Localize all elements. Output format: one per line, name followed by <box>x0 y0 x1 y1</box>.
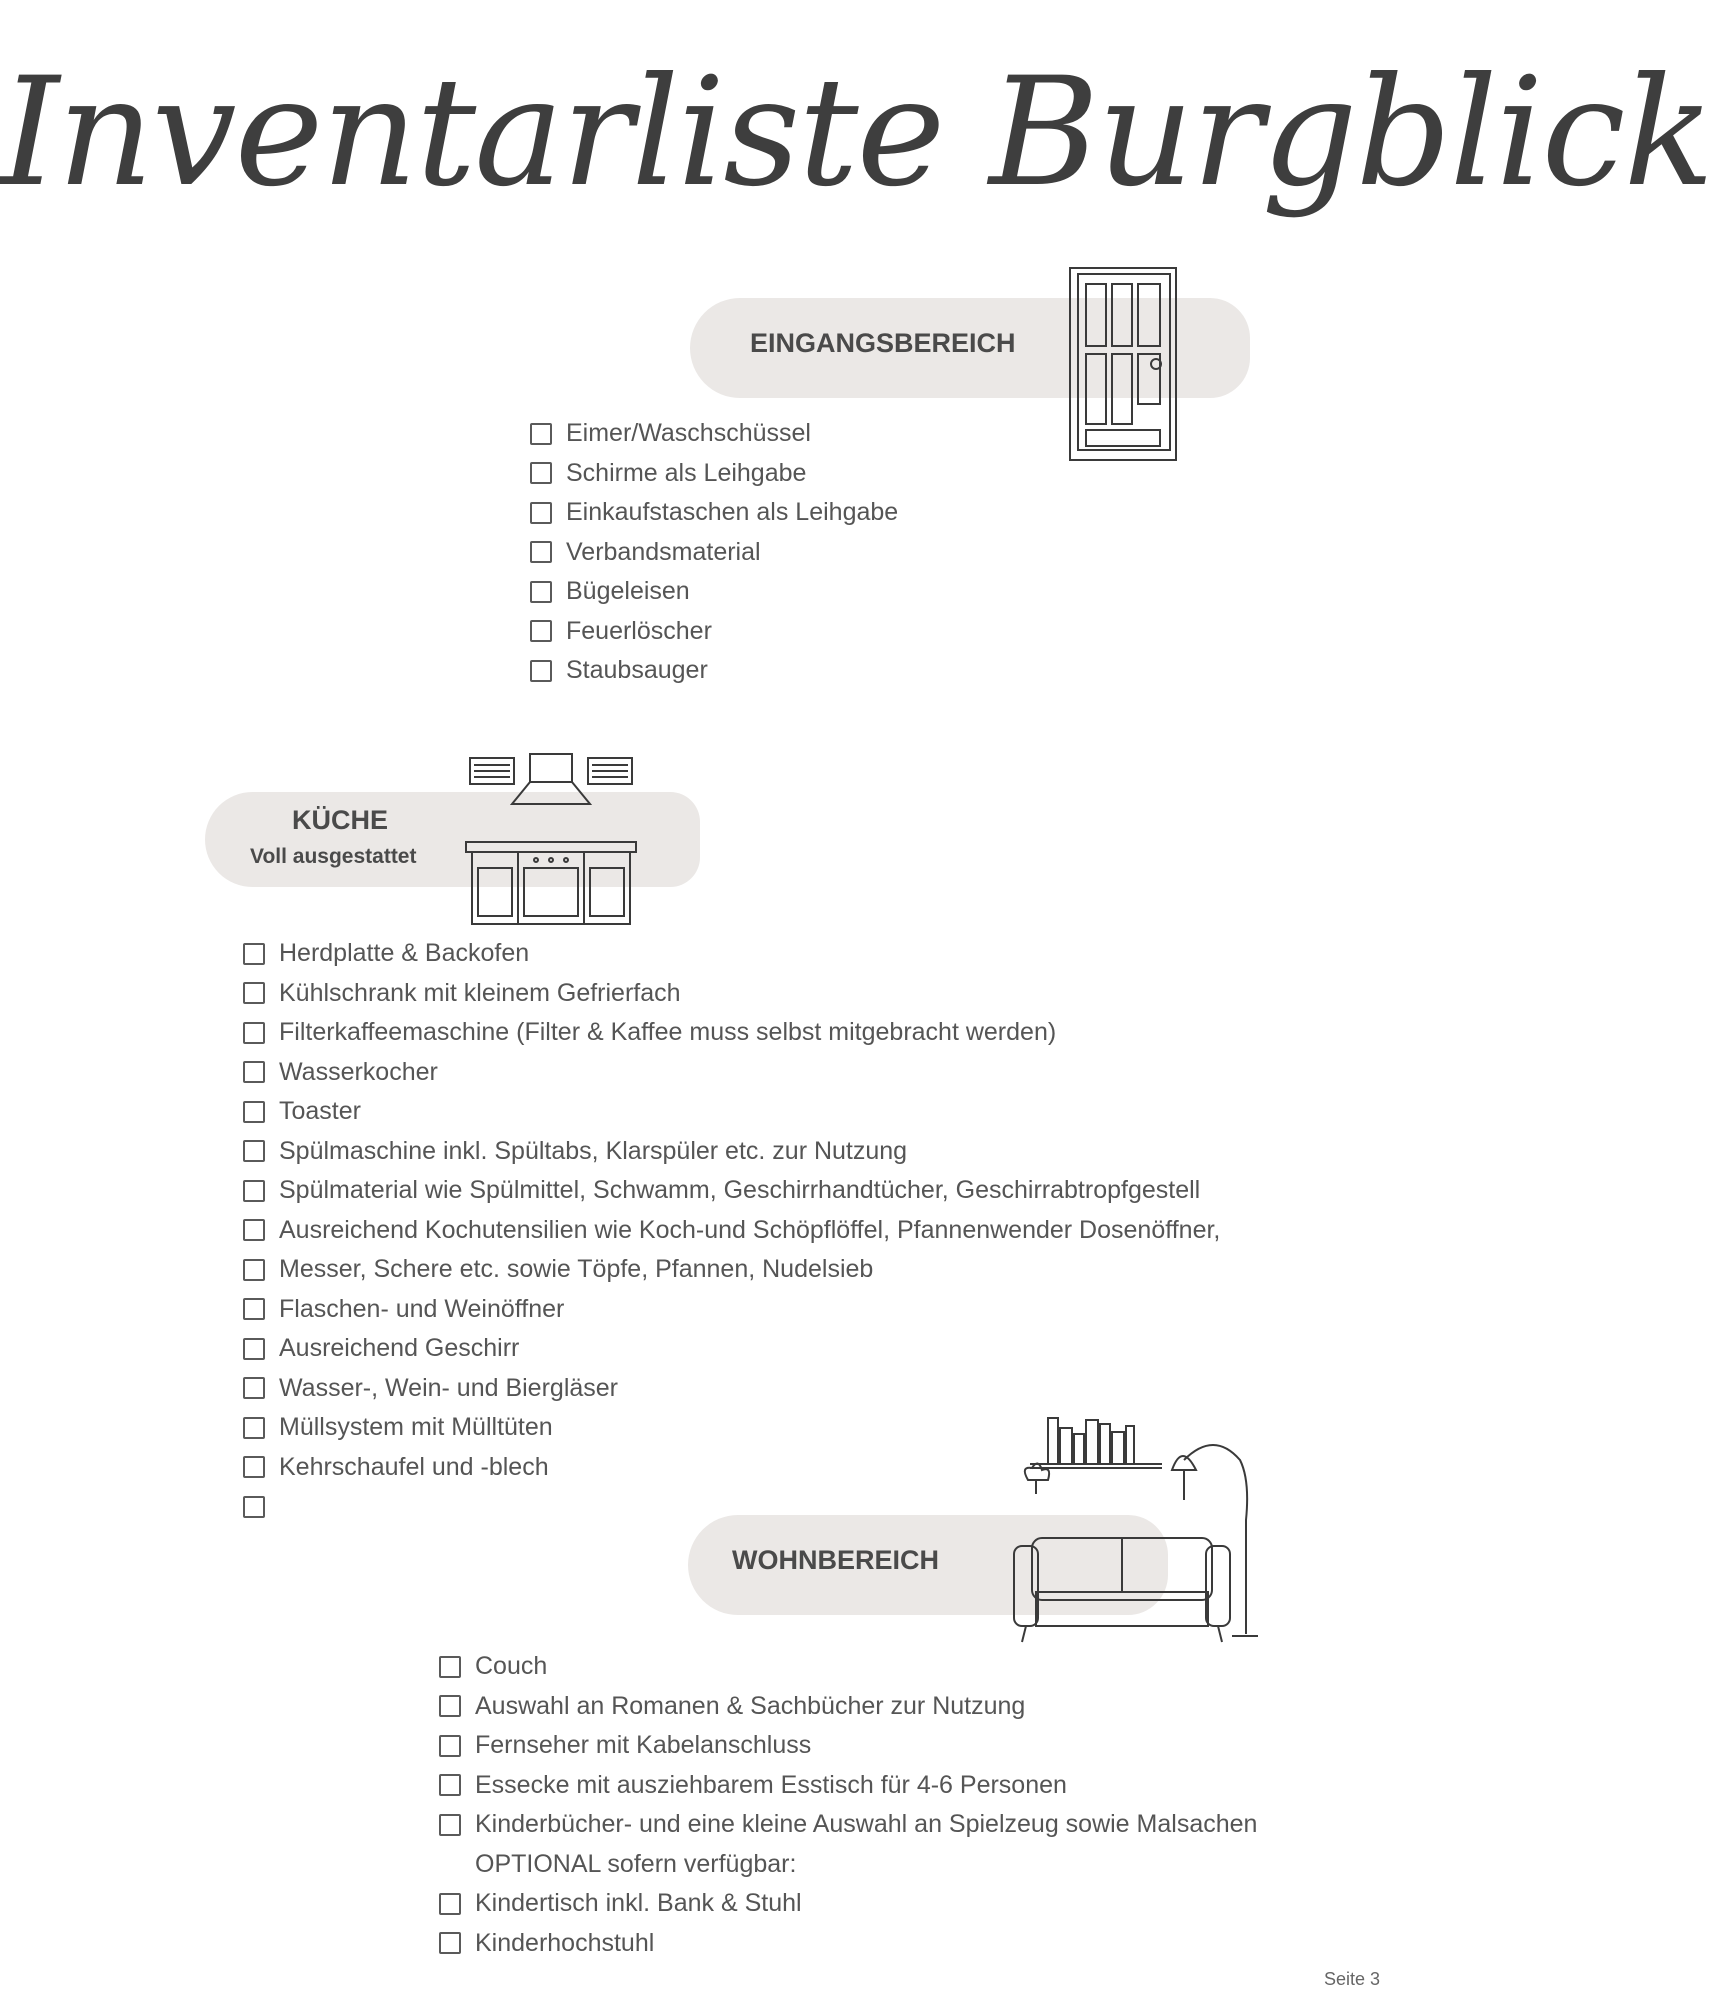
item-label: Spülmaschine inkl. Spültabs, Klarspüler etc. zur Nutzung <box>279 1136 908 1165</box>
item-label: Schirme als Leihgabe <box>566 458 807 487</box>
item-label: Filterkaffeemaschine (Filter & Kaffee muss selbst mitgebracht werden) <box>279 1018 1057 1047</box>
list-item <box>530 493 898 533</box>
checkbox[interactable] <box>243 1298 265 1320</box>
list-item <box>439 1766 1257 1806</box>
item-label: Spülmaterial wie Spülmittel, Schwamm, Geschirrhandtücher, Geschirrabtropfgestell <box>279 1176 1201 1205</box>
checkbox[interactable] <box>243 982 265 1004</box>
list-item <box>530 612 898 652</box>
list-item <box>530 651 898 691</box>
checkbox[interactable] <box>243 1259 265 1281</box>
entrance-heading: EINGANGSBEREICH <box>750 328 1016 358</box>
list-item <box>530 572 898 612</box>
checkbox[interactable] <box>243 1338 265 1360</box>
living-heading: WOHNBEREICH <box>732 1545 939 1575</box>
kitchen-icon <box>466 750 638 928</box>
checkbox[interactable] <box>530 462 552 484</box>
item-label: Eimer/Waschschüssel <box>566 419 811 448</box>
checkbox[interactable] <box>243 1022 265 1044</box>
checkbox[interactable] <box>243 1101 265 1123</box>
item-label: Müllsystem mit Mülltüten <box>279 1413 553 1442</box>
item-label: Verbandsmaterial <box>566 537 761 566</box>
item-label: Herdplatte & Backofen <box>279 939 530 968</box>
checkbox[interactable] <box>243 1456 265 1478</box>
checkbox[interactable] <box>243 1377 265 1399</box>
list-item <box>243 1092 1220 1132</box>
checkbox[interactable] <box>243 1140 265 1162</box>
list-item <box>243 1250 1220 1290</box>
list-item <box>243 1171 1220 1211</box>
kitchen-subheading: Voll ausgestattet <box>250 845 417 868</box>
checkbox[interactable] <box>439 1735 461 1757</box>
item-label: Feuerlöscher <box>566 616 712 645</box>
checkbox[interactable] <box>243 943 265 965</box>
item-label: Einkaufstaschen als Leihgabe <box>566 498 899 527</box>
checkbox[interactable] <box>530 620 552 642</box>
page-number: Seite 3 <box>1323 1969 1380 1989</box>
list-item <box>243 1369 1220 1409</box>
living-checklist <box>439 1647 1257 1963</box>
list-item <box>530 454 898 494</box>
living-room-icon <box>992 1410 1254 1640</box>
item-label: Kehrschaufel und -blech <box>279 1452 549 1481</box>
list-item <box>530 414 898 454</box>
list-item <box>243 1290 1220 1330</box>
item-label: Kinderhochstuhl <box>475 1928 655 1957</box>
checkbox[interactable] <box>439 1774 461 1796</box>
entrance-checklist <box>530 414 898 691</box>
item-label: Ausreichend Geschirr <box>279 1334 520 1363</box>
list-item <box>439 1884 1257 1924</box>
item-label: Essecke mit ausziehbarem Esstisch für 4-6 Personen <box>475 1770 1067 1799</box>
item-label: Couch <box>475 1652 548 1681</box>
optional-label-row <box>439 1845 1257 1885</box>
checkbox[interactable] <box>439 1932 461 1954</box>
list-item <box>439 1647 1257 1687</box>
item-label: Toaster <box>279 1097 361 1126</box>
checkbox[interactable] <box>243 1417 265 1439</box>
item-label: Ausreichend Kochutensilien wie Koch-und Schöpflöffel, Pfannenwender Dosenöffner, <box>279 1215 1221 1244</box>
list-item <box>439 1924 1257 1964</box>
list-item <box>439 1805 1257 1845</box>
optional-label: OPTIONAL sofern verfügbar: <box>475 1849 797 1878</box>
list-item <box>439 1687 1257 1727</box>
checkbox[interactable] <box>243 1180 265 1202</box>
item-label: Messer, Schere etc. sowie Töpfe, Pfannen, Nudelsieb <box>279 1255 874 1284</box>
list-item <box>243 1013 1220 1053</box>
list-item <box>243 1211 1220 1251</box>
checkbox[interactable] <box>530 423 552 445</box>
page-title: Inventarliste Burgblick <box>0 46 1712 220</box>
item-label: Auswahl an Romanen & Sachbücher zur Nutzung <box>475 1691 1026 1720</box>
door-icon <box>1066 264 1182 464</box>
item-label: Kinderbücher- und eine kleine Auswahl an Spielzeug sowie Malsachen <box>475 1810 1258 1839</box>
item-label: Flaschen- und Weinöffner <box>279 1294 565 1323</box>
checkbox[interactable] <box>243 1219 265 1241</box>
list-item <box>439 1726 1257 1766</box>
item-label: Kindertisch inkl. Bank & Stuhl <box>475 1889 802 1918</box>
checkbox[interactable] <box>439 1695 461 1717</box>
list-item <box>243 1053 1220 1093</box>
checkbox[interactable] <box>530 581 552 603</box>
checkbox[interactable] <box>439 1656 461 1678</box>
kitchen-heading: KÜCHE <box>292 805 389 835</box>
list-item <box>530 533 898 573</box>
checkbox[interactable] <box>530 660 552 682</box>
item-label: Fernseher mit Kabelanschluss <box>475 1731 812 1760</box>
item-label: Staubsauger <box>566 656 708 685</box>
list-item <box>243 1329 1220 1369</box>
checkbox[interactable] <box>530 541 552 563</box>
checkbox[interactable] <box>243 1496 265 1518</box>
list-item <box>243 1132 1220 1172</box>
checkbox[interactable] <box>530 502 552 524</box>
list-item <box>243 974 1220 1014</box>
item-label: Kühlschrank mit kleinem Gefrierfach <box>279 978 681 1007</box>
item-label: Wasserkocher <box>279 1057 438 1086</box>
checkbox[interactable] <box>439 1814 461 1836</box>
checkbox[interactable] <box>243 1061 265 1083</box>
item-label: Bügeleisen <box>566 577 690 606</box>
list-item <box>243 934 1220 974</box>
item-label: Wasser-, Wein- und Biergläser <box>279 1373 619 1402</box>
checkbox[interactable] <box>439 1893 461 1915</box>
